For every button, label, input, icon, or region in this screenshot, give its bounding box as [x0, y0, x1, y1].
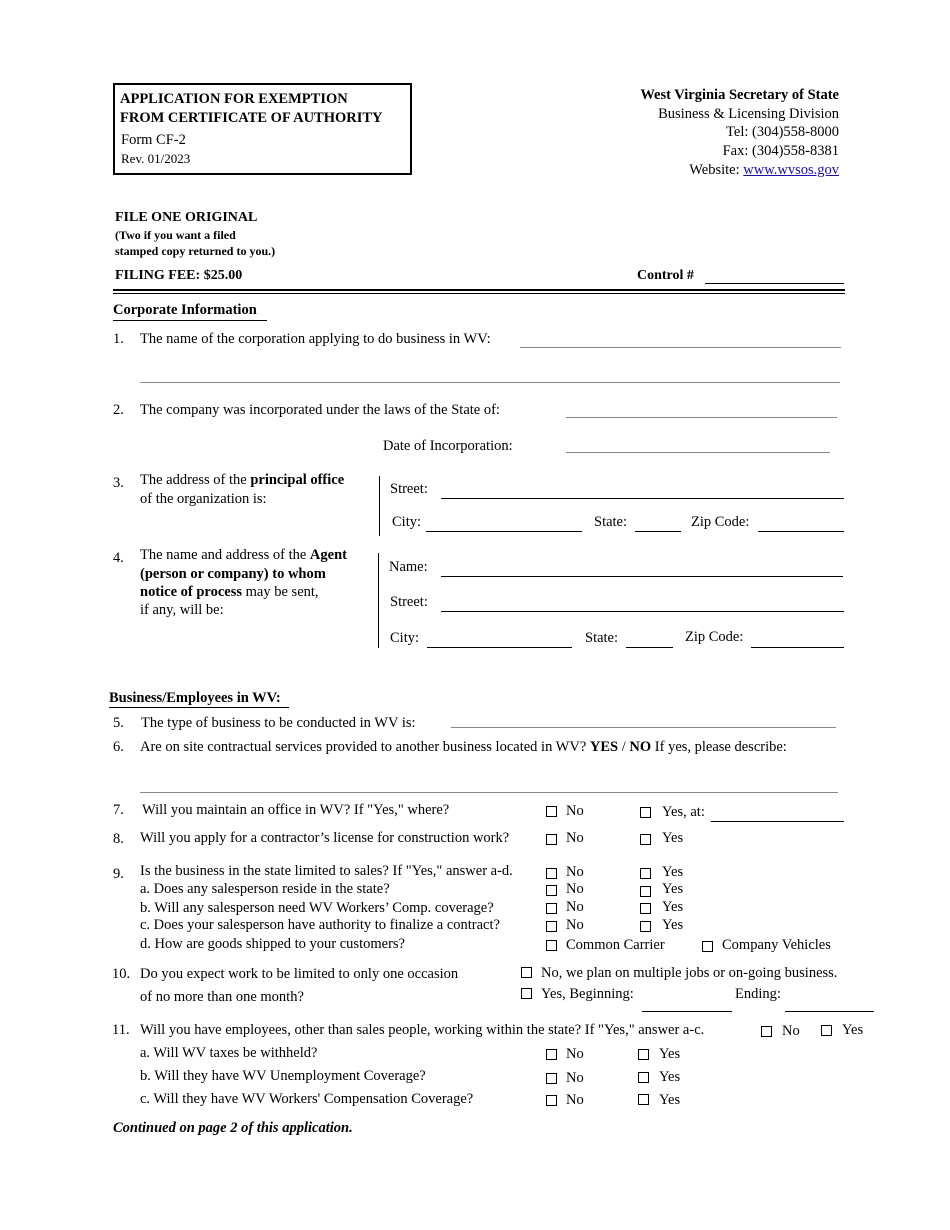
q10-text-line2: of no more than one month?: [140, 989, 304, 1005]
q4-text-line2: (person or company) to whom: [140, 566, 326, 582]
q11a-yes-label: Yes: [659, 1046, 681, 1062]
filing-note-line1: (Two if you want a filed: [115, 228, 236, 242]
principal-zip-field[interactable]: [758, 531, 844, 532]
q7-number: 7.: [113, 802, 124, 818]
q11-number: 11.: [112, 1022, 130, 1038]
q4-name-label: Name:: [389, 559, 428, 575]
q2-text: The company was incorporated under the laws of the State of:: [140, 402, 500, 418]
q11c-yes-label: Yes: [659, 1092, 681, 1108]
q4-zip-label: Zip Code:: [685, 629, 744, 645]
business-title-text: Business/Employees in WV: [109, 690, 276, 706]
agency-tel: Tel: (304)558-8000: [726, 124, 839, 140]
q6-question: Are on site contractual services provided to another business located in WV?: [140, 739, 587, 755]
q3-divider: [379, 476, 380, 536]
q9-no-checkbox[interactable]: [546, 868, 557, 879]
q10-number: 10.: [112, 966, 131, 982]
q10-text-line1: Do you expect work to be limited to only one occasion: [140, 966, 459, 982]
control-label: Control #: [637, 268, 694, 283]
q9a-yes-label: Yes: [662, 881, 684, 897]
q9-text: Is the business in the state limited to sales? If "Yes," answer a-d.: [140, 863, 513, 879]
q3-zip-label: Zip Code:: [691, 514, 750, 530]
q4-bold3: notice of process: [140, 584, 243, 600]
q11b-no-checkbox[interactable]: [546, 1073, 557, 1084]
q9c-yes-label: Yes: [662, 917, 684, 933]
q11-yes-checkbox[interactable]: [821, 1025, 832, 1036]
q4-post1: may be sent,: [242, 584, 319, 600]
q9d-common-carrier-checkbox[interactable]: [546, 940, 557, 951]
agency-division: Business & Licensing Division: [658, 106, 839, 122]
corporation-name-field-line2[interactable]: [140, 382, 840, 383]
q11-no-checkbox[interactable]: [761, 1026, 772, 1037]
q9c-yes-checkbox[interactable]: [640, 921, 651, 932]
q7-no-label: No: [566, 803, 584, 819]
agency-website: [689, 162, 839, 179]
agent-name-field[interactable]: [441, 576, 843, 577]
q3-street-label: Street:: [390, 481, 428, 497]
q10-ending-field[interactable]: [785, 1011, 874, 1012]
q9a-no-checkbox[interactable]: [546, 885, 557, 896]
q11c-text: c. Will they have WV Workers' Compensation Coverage?: [140, 1091, 474, 1107]
q11-text: Will you have employees, other than sales people, working within the state? If "Yes," answer a-c.: [140, 1022, 705, 1038]
filing-note-line2: stamped copy returned to you.): [115, 244, 276, 258]
q9b-yes-label: Yes: [662, 899, 684, 915]
q3-text-line2: of the organization is:: [140, 491, 267, 507]
q4-city-label: City:: [390, 630, 420, 646]
fee-colon: :: [195, 268, 201, 283]
q9c-text: c. Does your salesperson have authority to finalize a contract?: [140, 917, 500, 933]
q7-yes-checkbox[interactable]: [640, 807, 651, 818]
q11b-text: b. Will they have WV Unemployment Coverage?: [140, 1068, 426, 1084]
q3-bold: principal office: [250, 472, 345, 488]
q9b-text: b. Will any salesperson need WV Workers’ Comp. coverage?: [140, 900, 494, 916]
form-revision: Rev. 01/2023: [121, 151, 191, 166]
continued-note: Continued on page 2 of this application.: [113, 1120, 353, 1136]
q9c-no-label: No: [566, 917, 584, 933]
q6-no[interactable]: NO: [629, 739, 652, 755]
form-number: Form CF-2: [121, 132, 186, 148]
business-section-title: [109, 690, 281, 707]
q6-text: [140, 739, 787, 756]
website-link[interactable]: www.wvsos.gov: [743, 162, 839, 178]
q9d-common-carrier-label: Common Carrier: [566, 937, 665, 953]
q5-number: 5.: [113, 715, 124, 731]
q4-text-line4: if any, will be:: [140, 602, 224, 618]
q6-description-field[interactable]: [140, 792, 838, 793]
q11-no-label: No: [782, 1023, 800, 1039]
q7-no-checkbox[interactable]: [546, 806, 557, 817]
q6-post: If yes, please describe:: [651, 739, 787, 755]
divider-thin: [113, 293, 845, 294]
q6-slash: /: [618, 739, 630, 755]
q9c-no-checkbox[interactable]: [546, 921, 557, 932]
agent-state-field[interactable]: [626, 647, 673, 648]
q8-yes-label: Yes: [662, 830, 684, 846]
q8-number: 8.: [113, 831, 124, 847]
q11c-no-label: No: [566, 1092, 584, 1108]
q3-state-label: State:: [594, 514, 628, 530]
principal-state-field[interactable]: [635, 531, 681, 532]
q11a-text: a. Will WV taxes be withheld?: [140, 1045, 318, 1061]
q8-no-checkbox[interactable]: [546, 834, 557, 845]
q9-yes-label: Yes: [662, 864, 684, 880]
q4-text-line3: [140, 584, 319, 601]
fee-label: FILING FEE: [115, 268, 196, 283]
q9d-company-vehicles-label: Company Vehicles: [722, 937, 831, 953]
q8-no-label: No: [566, 830, 584, 846]
q11b-no-label: No: [566, 1070, 584, 1086]
q3-text-line1: [140, 472, 344, 489]
q10-no-label: No, we plan on multiple jobs or on-going business.: [541, 965, 838, 981]
q2-number: 2.: [113, 402, 124, 418]
corporate-title-underline: [113, 320, 267, 321]
q9-number: 9.: [113, 866, 124, 882]
q1-text: The name of the corporation applying to do business in WV:: [140, 331, 491, 347]
form-title-line1: APPLICATION FOR EXEMPTION: [120, 91, 348, 107]
q3-number: 3.: [113, 475, 124, 491]
q9d-text: d. How are goods shipped to your customers?: [140, 936, 405, 952]
control-number-field[interactable]: [705, 283, 844, 284]
q3-city-label: City:: [392, 514, 422, 530]
agent-zip-field[interactable]: [751, 647, 844, 648]
q10-ending-label: Ending:: [735, 986, 781, 1002]
q9b-yes-checkbox[interactable]: [640, 903, 651, 914]
q11c-yes-checkbox[interactable]: [638, 1094, 649, 1105]
agent-street-field[interactable]: [441, 611, 844, 612]
website-label: Website:: [689, 162, 744, 178]
q1-number: 1.: [113, 331, 124, 347]
agency-name: West Virginia Secretary of State: [640, 87, 839, 103]
q9a-text: a. Does any salesperson reside in the state?: [140, 881, 390, 897]
q11a-no-checkbox[interactable]: [546, 1049, 557, 1060]
q10-yes-checkbox[interactable]: [521, 988, 532, 999]
q5-text: The type of business to be conducted in WV is:: [141, 715, 416, 731]
q11c-no-checkbox[interactable]: [546, 1095, 557, 1106]
q11-yes-label: Yes: [842, 1022, 864, 1038]
q4-street-label: Street:: [390, 594, 428, 610]
q9-yes-checkbox[interactable]: [640, 868, 651, 879]
q9d-company-vehicles-checkbox[interactable]: [702, 941, 713, 952]
q10-yes-label: Yes, Beginning:: [541, 986, 634, 1002]
q4-text-line1: [140, 547, 347, 564]
corporation-name-field[interactable]: [520, 347, 841, 348]
q9a-no-label: No: [566, 881, 584, 897]
q11a-yes-checkbox[interactable]: [638, 1049, 649, 1060]
q11b-yes-checkbox[interactable]: [638, 1072, 649, 1083]
q4-state-label: State:: [585, 630, 619, 646]
file-one-original: FILE ONE ORIGINAL: [115, 210, 258, 225]
corporate-section-title: Corporate Information: [113, 302, 257, 318]
form-title-line2: FROM CERTIFICATE OF AUTHORITY: [120, 110, 383, 126]
q11b-yes-label: Yes: [659, 1069, 681, 1085]
q9b-no-checkbox[interactable]: [546, 903, 557, 914]
q7-text: Will you maintain an office in WV? If "Yes," where?: [142, 802, 450, 818]
agent-city-field[interactable]: [427, 647, 572, 648]
q4-bold1: Agent: [309, 547, 347, 563]
q3-pre: The address of the: [140, 472, 251, 488]
q4-divider: [378, 553, 379, 648]
q2-date-label: Date of Incorporation:: [383, 438, 513, 454]
q9a-yes-checkbox[interactable]: [640, 886, 651, 897]
q10-no-checkbox[interactable]: [521, 967, 532, 978]
business-type-field[interactable]: [451, 727, 836, 728]
business-title-colon: :: [275, 690, 281, 706]
q4-number: 4.: [113, 550, 124, 566]
q10-beginning-field[interactable]: [642, 1011, 732, 1012]
q8-text: Will you apply for a contractor’s license for construction work?: [140, 830, 510, 846]
incorporation-state-field[interactable]: [566, 417, 837, 418]
q6-yes[interactable]: YES: [589, 739, 619, 755]
q8-yes-checkbox[interactable]: [640, 834, 651, 845]
q6-number: 6.: [113, 739, 124, 755]
agency-fax: Fax: (304)558-8381: [722, 143, 839, 159]
q7-yes-label: Yes, at:: [662, 804, 705, 820]
incorporation-date-field[interactable]: [566, 452, 830, 453]
q4-pre: The name and address of the: [140, 547, 310, 563]
divider-thick: [113, 289, 845, 291]
principal-street-field[interactable]: [441, 498, 844, 499]
fee-value: $25.00: [203, 268, 243, 283]
principal-city-field[interactable]: [426, 531, 582, 532]
q7-office-location-field[interactable]: [711, 821, 844, 822]
q9b-no-label: No: [566, 899, 584, 915]
q9-no-label: No: [566, 864, 584, 880]
business-title-underline: [109, 707, 289, 708]
filing-fee: [115, 268, 242, 284]
q11a-no-label: No: [566, 1046, 584, 1062]
